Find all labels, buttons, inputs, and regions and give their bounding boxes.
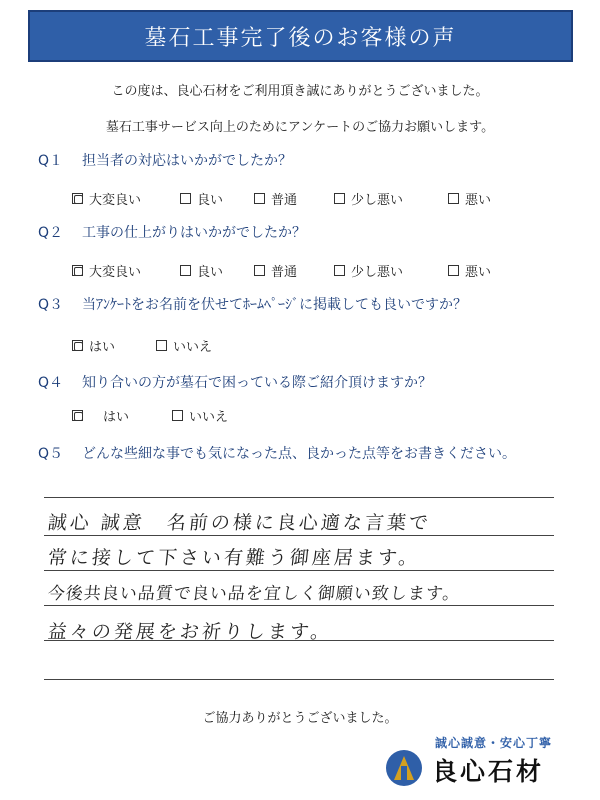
page-title: 墓石工事完了後のお客様の声	[144, 25, 457, 51]
question-5-number: Q５	[38, 446, 64, 462]
question-1	[38, 150, 292, 170]
checkbox[interactable]	[448, 193, 459, 204]
handwritten-line-2: 常に接して下さい有難う御座居ます。	[46, 547, 422, 569]
option-label: 普通	[271, 265, 298, 280]
question-1-text: 担当者の対応はいかがでしたか？	[82, 153, 292, 169]
comment-rule	[44, 679, 554, 680]
q2-option-slightly-bad[interactable]	[334, 261, 403, 280]
q4-option-yes[interactable]	[72, 406, 129, 425]
question-2-number: Q２	[38, 225, 64, 241]
q1-option-slightly-bad[interactable]	[334, 189, 403, 208]
q1-option-good[interactable]	[180, 189, 223, 208]
checkbox[interactable]	[334, 193, 345, 204]
option-label: 良い	[197, 193, 224, 208]
company-name: 良心石材	[432, 757, 545, 786]
checkbox[interactable]	[180, 265, 191, 276]
option-label: 少し悪い	[351, 193, 404, 208]
q2-option-good[interactable]	[180, 261, 223, 280]
question-2	[38, 222, 306, 242]
option-label: いいえ	[189, 410, 229, 425]
option-label: 大変良い	[89, 193, 142, 208]
question-4-text: 知り合いの方が墓石で困っている際ご紹介頂けますか？	[82, 375, 432, 391]
option-label: 良い	[197, 265, 224, 280]
comment-rule	[44, 497, 554, 498]
q1-option-very-good[interactable]	[72, 189, 141, 208]
option-label: 普通	[271, 193, 298, 208]
q2-option-average[interactable]	[254, 261, 297, 280]
option-label: 悪い	[465, 193, 492, 208]
question-4-number: Q４	[38, 375, 64, 391]
thanks-message: ご協力ありがとうございました。	[202, 711, 398, 726]
question-2-text: 工事の仕上がりはいかがでしたか？	[82, 225, 306, 241]
q2-option-very-good[interactable]	[72, 261, 141, 280]
checkbox[interactable]	[334, 265, 345, 276]
checkbox[interactable]	[156, 340, 167, 351]
q2-option-bad[interactable]	[448, 261, 491, 280]
checkbox-checked[interactable]	[72, 340, 83, 351]
option-label: はい	[89, 340, 116, 355]
question-1-number: Q１	[38, 153, 64, 169]
checkbox[interactable]	[254, 193, 265, 204]
question-5-text: どんな些細な事でも気になった点、良かった点等をお書きください。	[82, 446, 516, 462]
q1-option-average[interactable]	[254, 189, 297, 208]
intro-line-1: この度は、良心石材をご利用頂き誠にありがとうございました。	[111, 84, 489, 99]
checkbox[interactable]	[172, 410, 183, 421]
q1-option-bad[interactable]	[448, 189, 491, 208]
handwritten-line-3: 今後共良い品質で良い品を宜しく御願い致します。	[46, 584, 462, 604]
question-3	[38, 294, 467, 314]
comment-rule	[44, 535, 554, 536]
checkbox[interactable]	[254, 265, 265, 276]
question-3-number: Q３	[38, 297, 64, 313]
checkbox-checked[interactable]	[72, 193, 83, 204]
checkbox-checked[interactable]	[72, 410, 83, 421]
checkbox[interactable]	[180, 193, 191, 204]
handwritten-line-1: 誠心 誠意 名前の様に良心適な言葉で	[46, 512, 433, 534]
question-5	[38, 443, 516, 463]
comment-rule	[44, 570, 554, 571]
comment-rule	[44, 605, 554, 606]
company-logo-icon	[384, 748, 424, 788]
q3-option-yes[interactable]	[72, 336, 115, 355]
q3-option-no[interactable]	[156, 336, 212, 355]
handwritten-line-4: 益々の発展をお祈りします。	[46, 621, 334, 643]
option-label: 少し悪い	[351, 265, 404, 280]
title-banner	[28, 10, 573, 62]
company-slogan: 誠心誠意・安心丁寧	[435, 736, 553, 750]
intro-line-2: 墓石工事サービス向上のためにアンケートのご協力お願いします。	[105, 120, 495, 135]
checkbox-checked[interactable]	[72, 265, 83, 276]
question-4	[38, 372, 432, 392]
option-label: はい	[103, 410, 130, 425]
question-3-text: 当ｱﾝｹｰﾄをお名前を伏せてﾎｰﾑﾍﾟｰｼﾞに掲載しても良いですか？	[82, 297, 467, 313]
q4-option-no[interactable]	[172, 406, 228, 425]
option-label: いいえ	[173, 340, 213, 355]
checkbox[interactable]	[448, 265, 459, 276]
option-label: 悪い	[465, 265, 492, 280]
option-label: 大変良い	[89, 265, 142, 280]
